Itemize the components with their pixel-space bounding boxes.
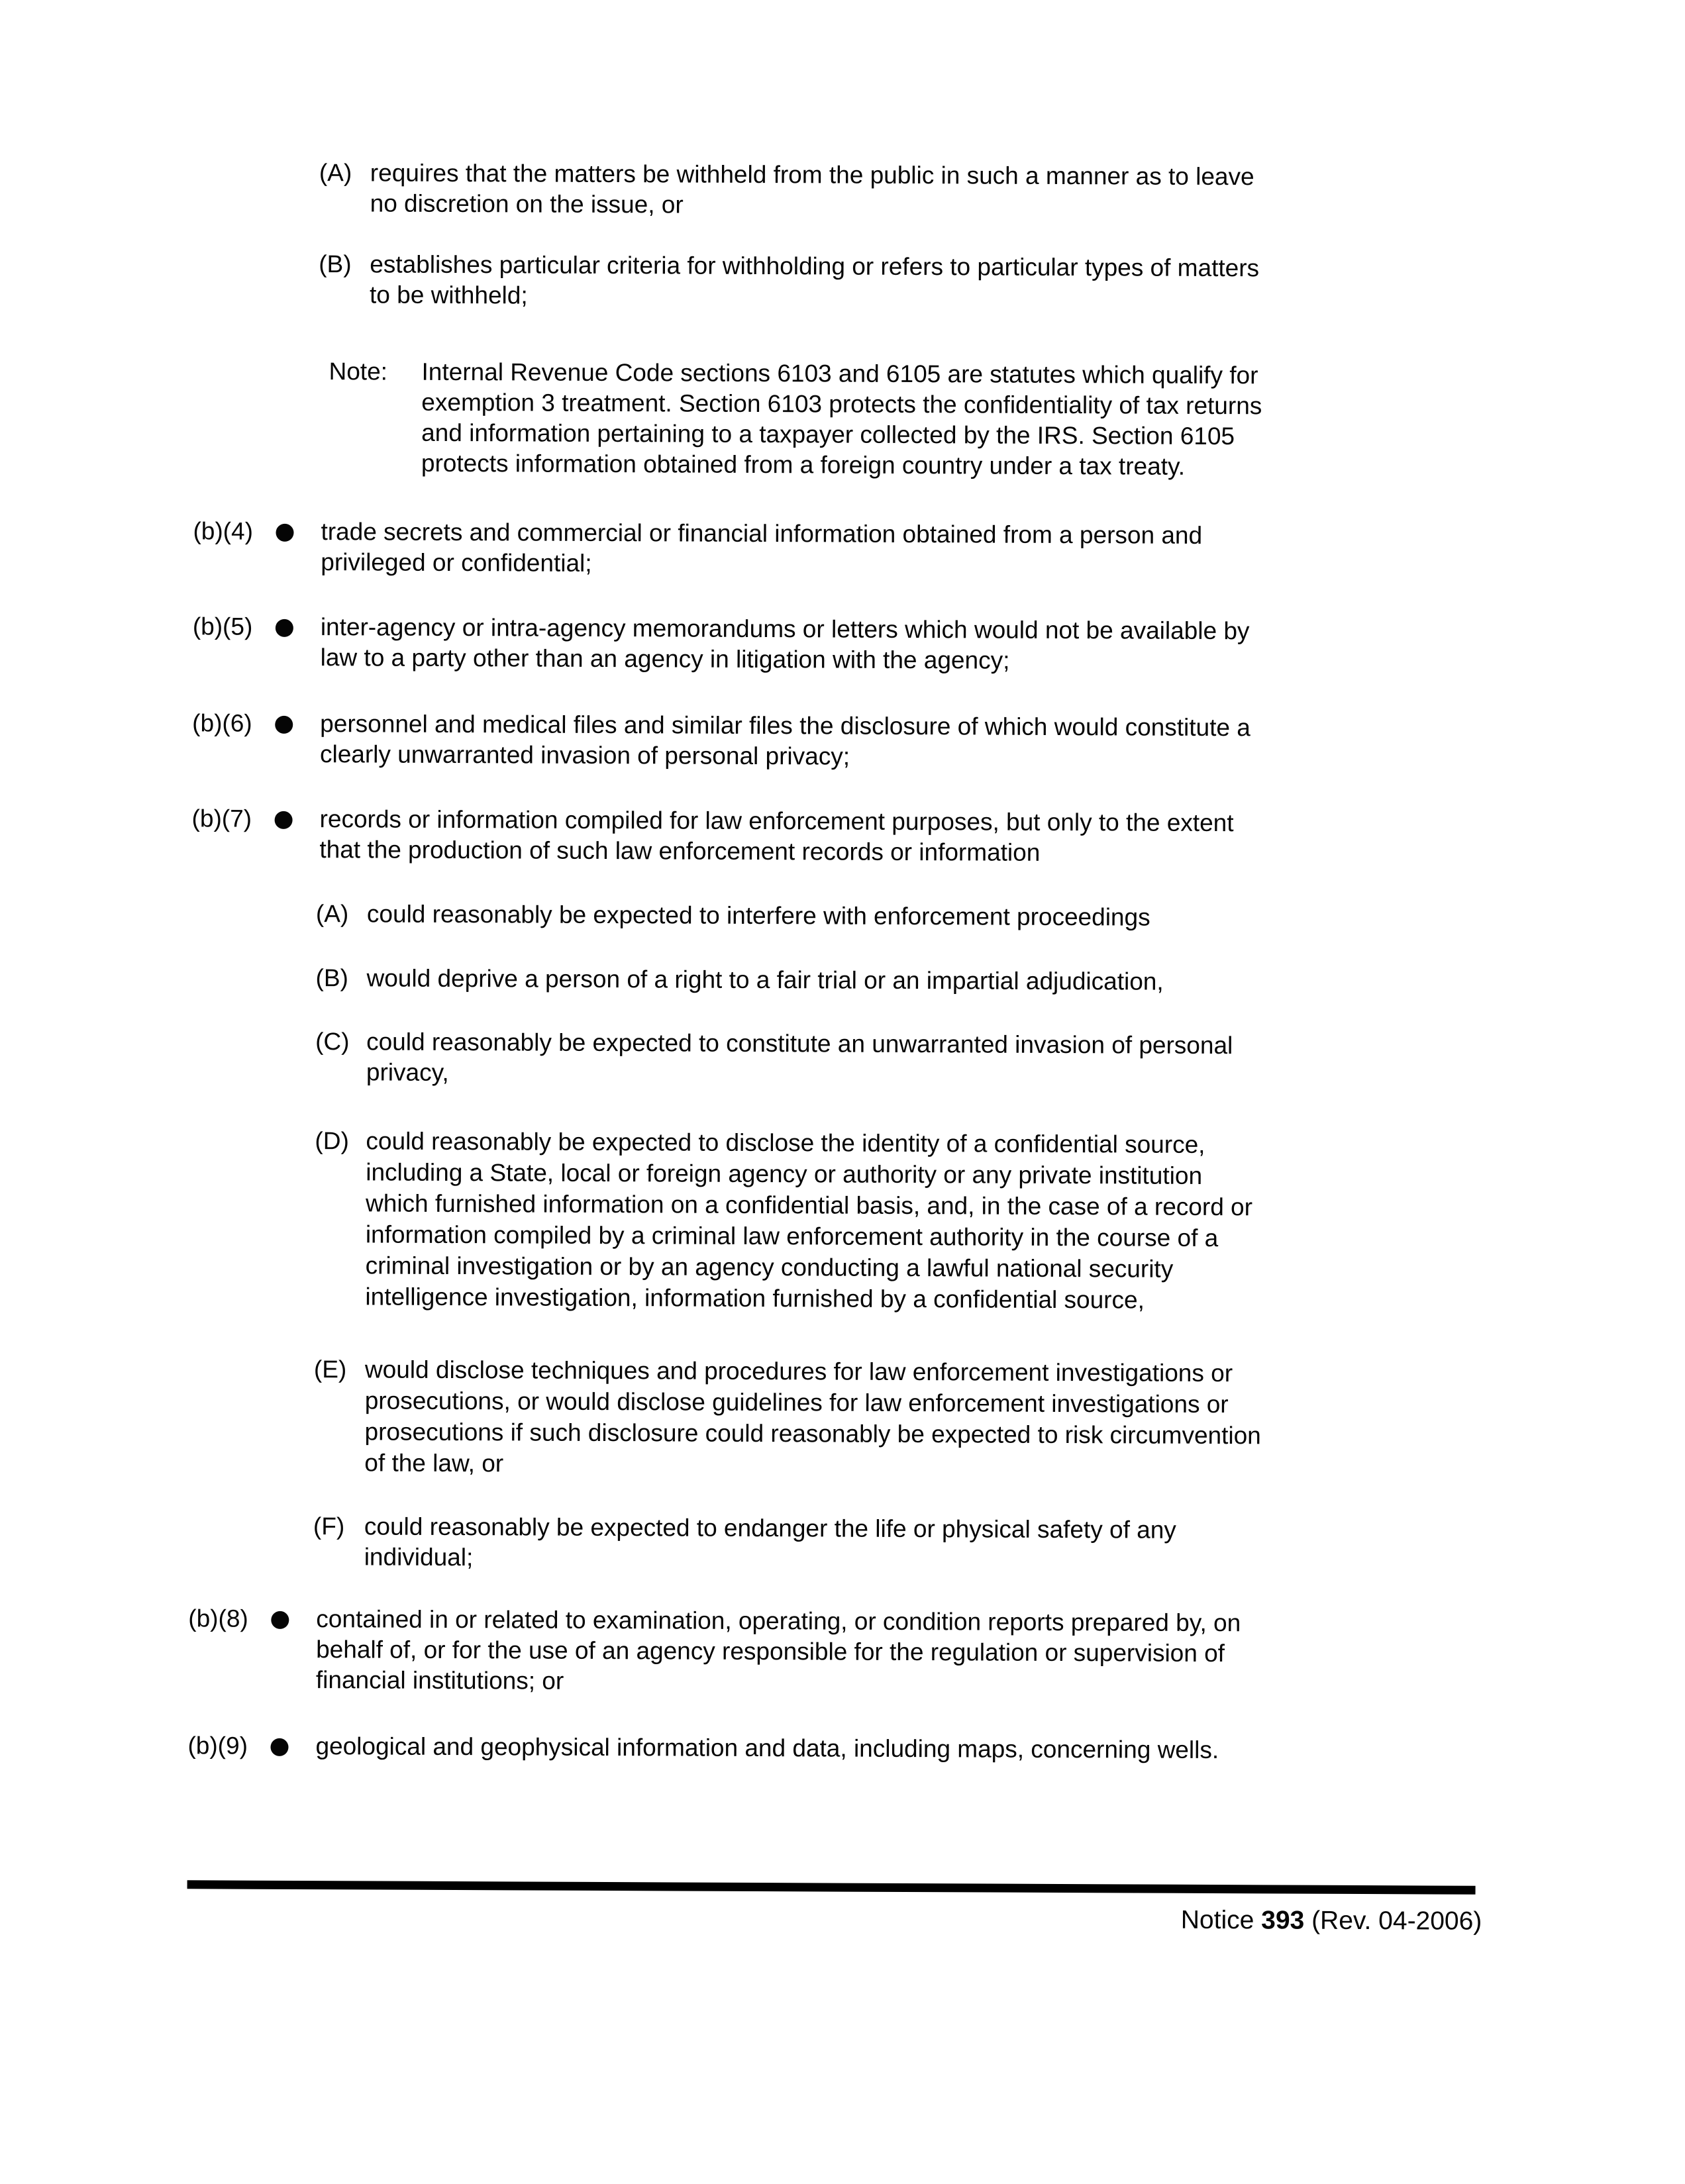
note-block <box>329 356 1409 483</box>
bullet-cell <box>274 804 319 836</box>
subclause-text: would disclose techniques and procedures for law enforcement investigations or prosecutions, or would disclose guidelines for law enforcement investigations or prosecutions if such disclosure could reasonably be expected to risk circumvention of the law, or <box>364 1356 1261 1477</box>
subclause-label: (E) <box>313 1356 347 1383</box>
exemption-text: contained in or related to examination, operating, or condition reports prepared by, on behalf of, or for the use of an agency responsible for the regulation or supervision of financial institutions; or <box>315 1605 1241 1695</box>
exemption-code: (b)(9) <box>187 1732 248 1760</box>
bullet-cell <box>271 1604 316 1636</box>
exemption-code: (b)(8) <box>188 1605 248 1632</box>
footer-divider <box>187 1880 1476 1894</box>
bullet-icon <box>270 1738 288 1756</box>
notice-number: 393 <box>1261 1906 1305 1935</box>
notice-name: Notice <box>1180 1905 1262 1935</box>
subclause-text: could reasonably be expected to disclose the identity of a confidential source, including a State, local or foreign agency or authority or any private institution which furnished information on a confidential basis, and, in the case of a record or information compiled by a criminal law enforcement authority in the course of a criminal investigation or by an agency conducting a lawful national security intelligence investigation, information furnished by a confidential source, <box>365 1127 1253 1314</box>
b3-subclause-b <box>319 249 1456 315</box>
exemption-b6-item <box>192 708 1446 774</box>
bullet-cell <box>270 1731 315 1763</box>
b7-subclause-a <box>316 899 1453 934</box>
exemption-text: geological and geophysical information and data, including maps, concerning wells. <box>315 1732 1219 1764</box>
b7-subclause-f <box>313 1511 1451 1577</box>
exemption-code: (b)(5) <box>192 613 253 640</box>
notice-revision: (Rev. 04-2006) <box>1304 1906 1482 1936</box>
b3-subclause-a <box>319 158 1456 223</box>
exemption-text: inter-agency or intra-agency memorandums or letters which would not be available by law to a party other than an agency in litigation with the agency; <box>320 613 1250 674</box>
exemption-code: (b)(7) <box>191 805 252 832</box>
exemption-code: (b)(6) <box>192 709 252 737</box>
subclause-text: would deprive a person of a right to a fair trial or an impartial adjudication, <box>366 964 1164 995</box>
subclause-label: (B) <box>315 964 348 992</box>
subclause-label: (B) <box>319 250 352 278</box>
subclause-label: (D) <box>315 1127 349 1155</box>
bullet-cell <box>275 709 320 741</box>
subclause-label: (C) <box>315 1028 350 1056</box>
exemption-b4-item <box>193 516 1447 582</box>
subclause-text: could reasonably be expected to interfere with enforcement proceedings <box>366 900 1150 931</box>
bullet-icon <box>275 811 293 829</box>
subclause-text: could reasonably be expected to endanger the life or physical safety of any individual; <box>364 1513 1176 1571</box>
b7-subclause-c <box>315 1026 1453 1092</box>
exemption-text: trade secrets and commercial or financial information obtained from a person and privileged or confidential; <box>321 518 1203 577</box>
footer-notice <box>1181 1905 1482 1938</box>
note-label: Note: <box>329 358 388 385</box>
subclause-label: (A) <box>319 159 352 187</box>
subclause-label: (A) <box>315 900 349 928</box>
b7-subclause-d <box>314 1125 1452 1316</box>
exemption-b9-item <box>187 1730 1441 1768</box>
b7-subclause-b <box>315 963 1453 998</box>
bullet-icon <box>276 524 293 542</box>
b7-subclause-e <box>313 1354 1451 1483</box>
exemption-code: (b)(4) <box>193 517 254 545</box>
subclause-text: requires that the matters be withheld from the public in such a manner as to leave no discretion on the issue, or <box>370 159 1254 219</box>
bullet-icon <box>271 1611 289 1629</box>
bullet-icon <box>276 619 293 637</box>
subclause-label: (F) <box>313 1513 345 1540</box>
exemption-b8-item <box>188 1603 1443 1700</box>
subclause-text: establishes particular criteria for withholding or refers to particular types of matters to be withheld; <box>369 250 1260 309</box>
subclause-text: could reasonably be expected to constitute an unwarranted invasion of personal privacy, <box>366 1028 1233 1086</box>
bullet-cell <box>276 612 321 644</box>
exemption-text: personnel and medical files and similar files the disclosure of which would constitute a clearly unwarranted invasion of personal privacy; <box>319 710 1251 770</box>
exemption-b7-item <box>191 803 1445 869</box>
bullet-icon <box>275 716 293 734</box>
note-text: Internal Revenue Code sections 6103 and 6105 are statutes which qualify for exemption 3 treatment. Section 6103 protects the confidentiality of tax returns and information pertaining to a taxpayer collected by the IRS. Section 6105 protects information obtained from a foreign country under a tax treaty. <box>421 358 1262 480</box>
bullet-cell <box>276 517 321 549</box>
exemption-b5-item <box>193 611 1447 677</box>
exemption-text: records or information compiled for law enforcement purposes, but only to the extent that the production of such law enforcement records or information <box>319 805 1234 866</box>
